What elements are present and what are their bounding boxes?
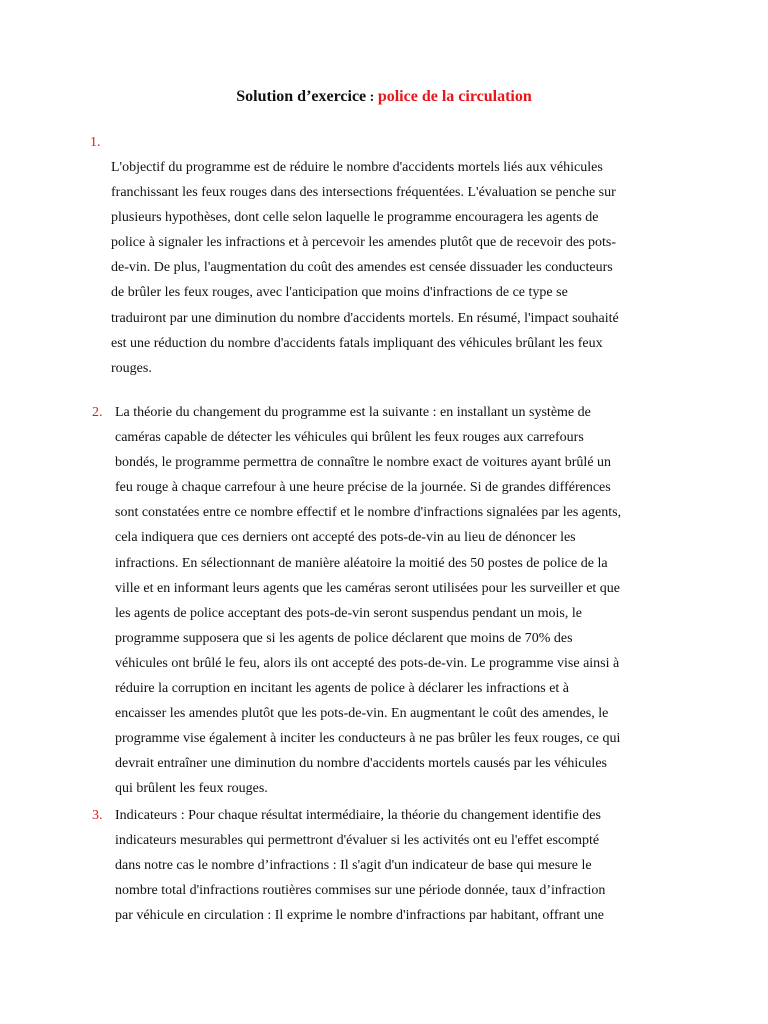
text-line: Indicateurs : Pour chaque résultat intermédiaire, la théorie du changement identifie des <box>115 808 601 823</box>
text-line: traduiront par une diminution du nombre d'accidents mortels. En résumé, l'impact souhaité <box>111 310 619 326</box>
text-line: police à signaler les infractions et à percevoir les amendes plutôt que de recevoir des pots- <box>111 235 616 251</box>
title-highlight: police de la circulation <box>377 88 532 105</box>
text-line: indicateurs mesurables qui permettront d'évaluer si les activités ont eu l'effet escompté <box>115 833 600 849</box>
text-line: caméras capable de détecter les véhicules qui brûlent les feux rouges aux carrefours <box>115 430 584 446</box>
section-1-number: 1. <box>90 135 101 150</box>
text-line: dans notre cas le nombre d’infractions : Il s'agit d'un indicateur de base qui mesure le <box>115 858 592 874</box>
text-line: programme supposera que si les agents de police déclarent que moins de 70% des <box>115 630 573 646</box>
page-title <box>0 86 768 109</box>
section-1-paragraph <box>111 155 619 381</box>
text-line: de brûler les feux rouges, avec l'anticipation que moins d'infractions de ce type se <box>111 285 568 301</box>
text-line: bondés, le programme permettra de connaître le nombre exact de voitures ayant brûlé un <box>115 455 612 471</box>
text-line: est une réduction du nombre d'accidents fatals impliquant des véhicules brûlant les feux <box>111 335 603 351</box>
text-line: franchissant les feux rouges dans des intersections fréquentées. L'évaluation se penche sur <box>111 185 616 201</box>
text-line: La théorie du changement du programme est la suivante : en installant un système de <box>115 405 591 420</box>
text-line: sont constatées entre ce nombre effectif et le nombre d'infractions signalées par les agents, <box>115 505 622 521</box>
text-line: L'objectif du programme est de réduire le nombre d'accidents mortels liés aux véhicules <box>111 160 603 175</box>
text-line: réduire la corruption en incitant les agents de police à déclarer les infractions et à <box>115 681 570 697</box>
text-line: cela indiquera que ces derniers ont accepté des pots-de-vin au lieu de dénoncer les <box>115 530 576 546</box>
title-separator: : <box>366 90 378 105</box>
text-line: devrait entraîner une diminution du nombre d'accidents mortels causés par les véhicules <box>115 756 607 772</box>
section-2-number: 2. <box>92 405 103 420</box>
text-line: encaisser les amendes plutôt que les pots-de-vin. En augmentant le coût des amendes, le <box>115 706 609 722</box>
text-line: rouges. <box>111 360 152 376</box>
text-line: véhicules ont brûlé le feu, alors ils ont accepté des pots-de-vin. Le programme vise ainsi à <box>115 655 620 671</box>
text-line: feu rouge à chaque carrefour à une heure précise de la journée. Si de grandes différences <box>115 480 611 496</box>
title-main: Solution d’exercice <box>236 88 367 105</box>
text-line: les agents de police acceptant des pots-de-vin seront suspendus pendant un mois, le <box>115 605 582 621</box>
text-line: de-vin. De plus, l'augmentation du coût des amendes est censée dissuader les conducteurs <box>111 260 613 276</box>
section-3-paragraph <box>115 803 605 928</box>
section-3-number: 3. <box>92 808 103 823</box>
text-line: plusieurs hypothèses, dont celle selon laquelle le programme encouragera les agents de <box>111 210 599 226</box>
text-line: nombre total d'infractions routières commises sur une période donnée, taux d’infraction <box>115 883 606 899</box>
text-line: ville et en informant leurs agents que les caméras seront utilisées pour les surveiller et que <box>115 580 621 596</box>
text-line: par véhicule en circulation : Il exprime le nombre d'infractions par habitant, offrant une <box>115 908 604 924</box>
text-line: programme vise également à inciter les conducteurs à ne pas brûler les feux rouges, ce qui <box>115 731 621 747</box>
text-line: infractions. En sélectionnant de manière aléatoire la moitié des 50 postes de police de la <box>115 555 608 571</box>
section-2-paragraph <box>115 400 621 802</box>
text-line: qui brûlent les feux rouges. <box>115 781 268 797</box>
